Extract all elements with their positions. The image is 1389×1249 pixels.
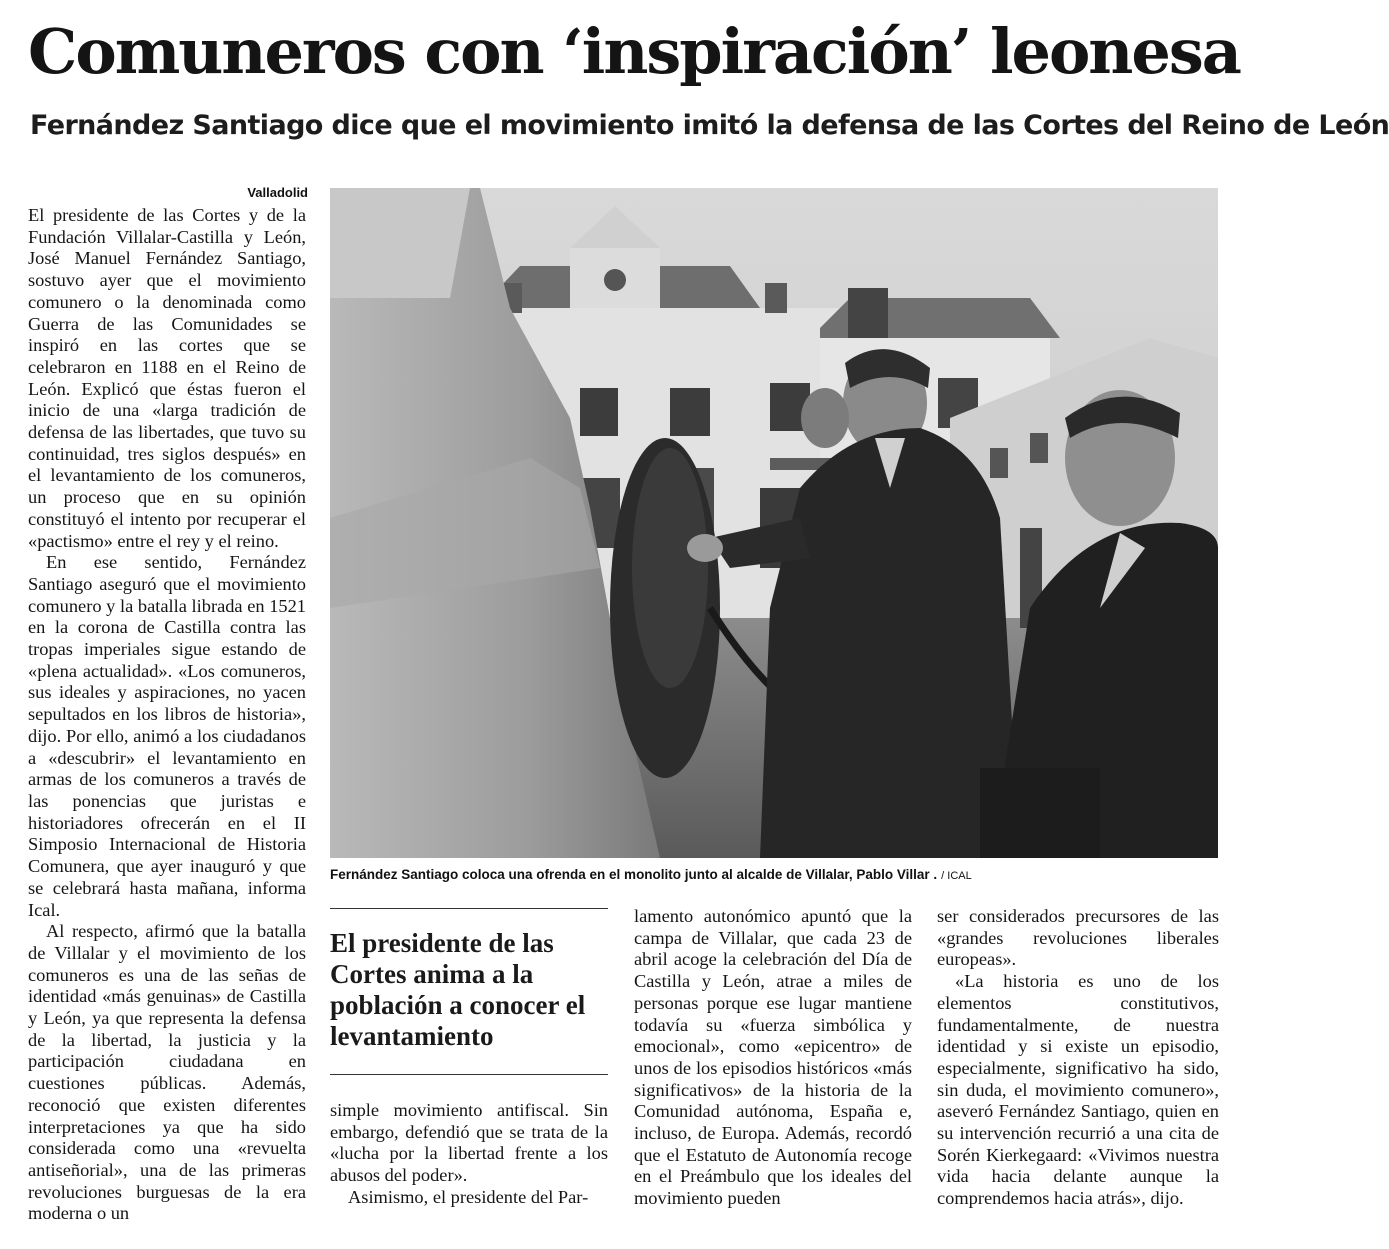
paragraph: simple movimiento antifiscal. Sin embargo, defendió que se trata de la «lucha por la libertad frente a los abusos del poder». bbox=[330, 1100, 608, 1186]
dateline: Valladolid bbox=[247, 185, 308, 200]
paragraph: lamento autonómico apuntó que la campa de Villalar, que cada 23 de abril acoge la celebración del Día de Castilla y León, atrae a miles de personas porque ese lugar mantiene todavía su «fuerza simbólica y emocional», como «epicentro» de unos de los episodios históricos «más significativos» de la historia de la Comunidad autónoma, España e, incluso, de Europa. Además, recordó que el Estatuto de Autonomía recoge en el Preámbulo que los ideales del movimiento pueden bbox=[634, 906, 912, 1209]
paragraph: En ese sentido, Fernández Santiago aseguró que el movimiento comunero y la batalla librada en 1521 en la corona de Castilla contra las tropas imperiales sigue estando de «plena actualidad». «Los comuneros, sus ideales y aspiraciones, no yacen sepultados en los libros de historia», dijo. Por ello, animó a los ciudadanos a «descubrir» el levantamiento en armas de los comuneros a través de las ponencias que juristas e historiadores ofrecerán en el II Simposio Internacional de Historia Comunera, que ayer inauguró y que se celebrará hasta mañana, informa Ical. bbox=[28, 552, 306, 920]
pullquote-bottom-rule bbox=[330, 1074, 608, 1075]
article-column-4 bbox=[937, 906, 1219, 1216]
caption-credit: / ICAL bbox=[941, 870, 972, 882]
paragraph: Asimismo, el presidente del Par- bbox=[348, 1186, 589, 1207]
paragraph: El presidente de las Cortes y de la Fundación Villalar-Castilla y León, José Manuel Fernández Santiago, sostuvo ayer que el movimiento comunero o la denominada como Guerra de las Comunidades se inspiró en las cortes que se celebraron en 1188 en el Reino de León. Explicó que éstas fueron el inicio de una «larga tradición de defensa de las libertades, que tuvo su continuidad, tres siglos después» en el levantamiento de los comuneros, un proceso que en su opinión constituyó el intento por recuperar el «pactismo» entre el rey y el reino. bbox=[28, 205, 306, 551]
paragraph: ser considerados precursores de las «grandes revoluciones liberales europeas». bbox=[937, 906, 1219, 970]
paragraph: Al respecto, afirmó que la batalla de Villalar y el movimiento de los comuneros es una de las señas de identidad «más genuinas» de Castilla y León, ya que representa la defensa de la libertad, la justicia y la participación ciudadana en cuestiones públicas. Además, reconoció que existen diferentes interpretaciones ya que ha sido considerada como una «revuelta antiseñorial», una de las primeras revoluciones burguesas de la era moderna o un bbox=[28, 921, 306, 1224]
caption-text: Fernández Santiago coloca una ofrenda en el monolito junto al alcalde de Villalar, Pablo Villar . bbox=[330, 867, 938, 882]
pullquote: El presidente de las Cortes anima a la población a conocer el levantamiento bbox=[330, 928, 586, 1051]
photo-caption bbox=[330, 864, 1218, 886]
article-column-3 bbox=[634, 906, 912, 1216]
pullquote-top-rule bbox=[330, 908, 608, 909]
subheadline: Fernández Santiago dice que el movimiento imitó la defensa de las Cortes del Reino de León bbox=[30, 110, 1389, 141]
article-column-1 bbox=[28, 205, 306, 1224]
news-photo bbox=[330, 188, 1218, 858]
headline: Comuneros con ‘inspiración’ leonesa bbox=[28, 15, 1240, 88]
article-column-2 bbox=[330, 1100, 608, 1215]
paragraph: «La historia es uno de los elementos constitutivos, fundamentalmente, de nuestra identidad y si existe un episodio, especialmente, significativo ha sido, sin duda, el movimiento comunero», aseveró Fernández Santiago, quien en su intervención recurrió a una cita de Sorén Kierkegaard: «Vivimos nuestra vida hacia delante aunque la comprendemos hacia atrás», dijo. bbox=[937, 971, 1219, 1209]
